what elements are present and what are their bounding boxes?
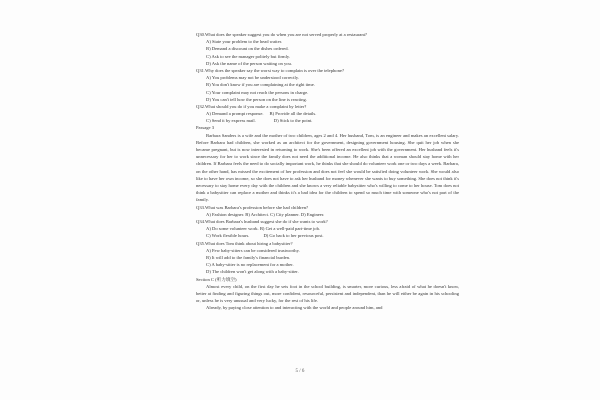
question-32: Q32.What should you do if you make a complaint by letter? bbox=[196, 103, 307, 109]
option-35b: B) It will add to the family's financial burden. bbox=[206, 254, 291, 260]
option-32d: D) Stick to the point. bbox=[273, 118, 313, 124]
option-31b: B) You don't know if you are complaining at the right time. bbox=[206, 82, 315, 88]
option-31c: C) Your complaint may not reach the persons in charge. bbox=[206, 89, 309, 95]
page-number: 5 / 6 bbox=[295, 369, 305, 374]
option-32a: A) Demand a prompt response. bbox=[206, 111, 264, 117]
option-30c: C) Ask to see the manager politely but firmly. bbox=[206, 53, 291, 59]
option-35a: A) Few baby-sitters can be considered trustworthy. bbox=[206, 247, 300, 253]
options-34-row2 bbox=[196, 232, 459, 239]
option-31a: A) You problems may not be understood correctly. bbox=[206, 75, 299, 81]
passage-title: Passage 3 bbox=[196, 125, 214, 131]
section-c-paragraph-1: Almost every child, on the first day he sets foot in the school building, is smarter, more curious, less afraid of what he doesn't know, better at finding and figuring things out, more confident, resourceful, persistent and independent, than he will either be again in his schooling or, unless he is very unusual and very lucky, for the rest of his life. bbox=[196, 283, 459, 304]
option-34d: D) Go back to her previous post. bbox=[263, 233, 324, 239]
option-30d: D) Ask the name of the person waiting on you. bbox=[206, 60, 292, 66]
question-30: Q30.What does the speaker suggest you do when you are not served properly at a restaurant? bbox=[196, 32, 367, 37]
option-30b: B) Demand a discount on the dishes ordered. bbox=[206, 46, 289, 52]
question-35: Q35.What does Tom think about hiring a babysitter? bbox=[196, 240, 293, 246]
option-32c: C) Send it by express mail. bbox=[206, 118, 256, 124]
option-34c: C) Work flexible hours. bbox=[206, 233, 250, 239]
options-32-row2 bbox=[196, 117, 459, 124]
option-30a: A) State your problem to the head waiter. bbox=[206, 39, 283, 45]
option-35c: C) A baby-sitter is no replacement for a mother. bbox=[206, 262, 294, 268]
document-content bbox=[196, 31, 459, 312]
options-32-row1 bbox=[196, 110, 459, 117]
options-34-row1: A) Do some volunteer work. B) Get a well-paid part-time job. bbox=[206, 226, 321, 232]
question-34: Q34.What does Barbara's husband suggest she do if she wants to work? bbox=[196, 219, 328, 225]
question-31: Q31.Why does the speaker say the worst way to complain is over the telephone? bbox=[196, 67, 344, 73]
option-31d: D) You can't tell how the person on the line is reacting. bbox=[206, 96, 307, 102]
section-c-heading: Section C (听力填空) bbox=[196, 276, 237, 282]
option-35d: D) The children won't get along with a baby-sitter. bbox=[206, 269, 299, 275]
option-32b: B) Provide all the details. bbox=[269, 111, 317, 117]
question-33: Q33.What was Barbara's profession before she had children? bbox=[196, 204, 309, 210]
options-33: A) Fashion designer. B) Architect. C) City planner. D) Engineer. bbox=[206, 211, 325, 217]
passage-text: Barbara Sanders is a wife and the mother of two children, ages 2 and 4. Her husband, Tom, is an engineer and makes an excellent salary. Before Barbara had children, she worked as an architect for the government, designing government housing. She quit her job when she became pregnant, but is now interested in returning to work. She's been offered an excellent job with the government. Her husband feels it's unnecessary for her to work since the family does not need the additional income. He also thinks that a woman should stay home with her children. If Barbara feels the need to do socially important work, he thinks that she should do volunteer work one or two days a week. Barbara, on the other hand, has missed the excitement of her profession and does not feel she would be satisfied doing volunteer work. She would also like to have her own income, so she does not have to ask her husband for money whenever she wants to buy something. She does not think it's necessary to stay home every day with the children and she knows a very reliable babysitter who's willing to come to her house. Tom does not think a babysitter can replace a mother and thinks it's a bad idea for the children to spend so much time with someone who's not part of the family. bbox=[196, 132, 459, 203]
section-c-paragraph-2: Already, by paying close attention to and interacting with the world and people around him, and bbox=[206, 305, 383, 311]
